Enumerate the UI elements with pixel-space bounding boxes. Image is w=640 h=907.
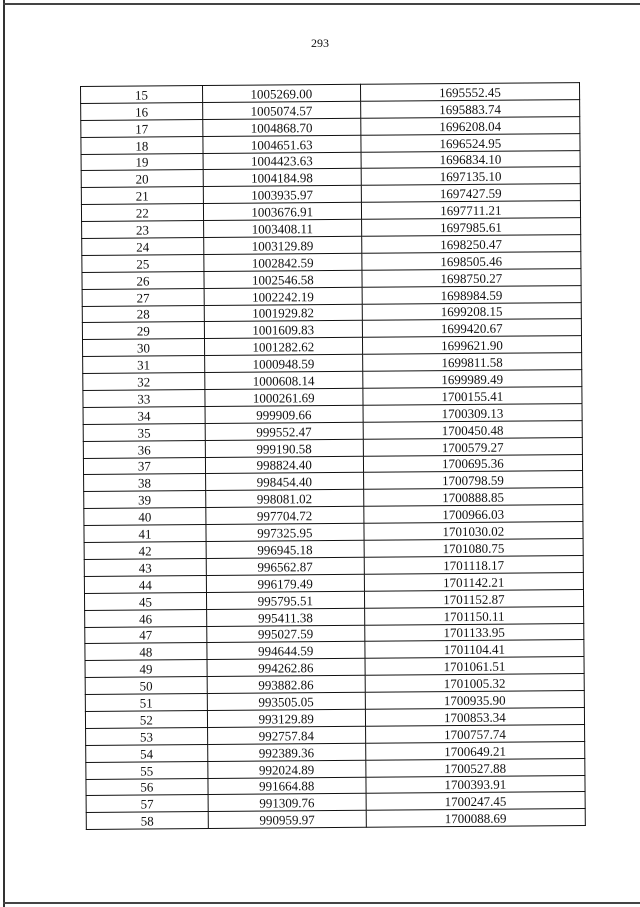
y-coordinate-cell: 1701152.87	[364, 589, 583, 608]
y-coordinate-cell: 1700935.90	[365, 691, 584, 710]
point-id-cell: 27	[82, 288, 204, 306]
point-id-cell: 31	[83, 356, 205, 374]
coordinate-table	[80, 82, 586, 830]
y-coordinate-cell: 1699420.67	[362, 319, 581, 338]
y-coordinate-cell: 1697711.21	[361, 201, 580, 220]
point-id-cell: 34	[83, 406, 205, 424]
y-coordinate-cell: 1700247.45	[366, 792, 585, 811]
point-id-cell: 28	[82, 305, 204, 323]
x-coordinate-cell: 1001282.62	[204, 338, 362, 356]
x-coordinate-cell: 992024.89	[208, 760, 366, 778]
y-coordinate-cell: 1698250.47	[361, 235, 580, 254]
y-coordinate-cell: 1696834.10	[361, 150, 580, 169]
x-coordinate-cell: 997704.72	[206, 507, 364, 525]
x-coordinate-cell: 998824.40	[205, 456, 363, 474]
y-coordinate-cell: 1698505.46	[362, 251, 581, 270]
point-id-cell: 39	[84, 491, 206, 509]
y-coordinate-cell: 1696208.04	[360, 116, 579, 135]
x-coordinate-cell: 1001609.83	[204, 321, 362, 339]
point-id-cell: 51	[85, 694, 207, 712]
x-coordinate-cell: 1003408.11	[203, 219, 361, 237]
point-id-cell: 44	[84, 575, 206, 593]
x-coordinate-cell: 1005269.00	[202, 84, 360, 102]
y-coordinate-cell: 1697985.61	[361, 218, 580, 237]
x-coordinate-cell: 1005074.57	[202, 101, 360, 119]
y-coordinate-cell: 1700649.21	[365, 741, 584, 760]
coordinate-table-body	[81, 83, 586, 830]
y-coordinate-cell: 1700853.34	[365, 708, 584, 727]
x-coordinate-cell: 1003129.89	[203, 236, 361, 254]
y-coordinate-cell: 1698750.27	[362, 268, 581, 287]
point-id-cell: 46	[85, 609, 207, 627]
point-id-cell: 49	[85, 660, 207, 678]
x-coordinate-cell: 1000608.14	[205, 371, 363, 389]
point-id-cell: 21	[81, 187, 203, 205]
x-coordinate-cell: 1004184.98	[203, 169, 361, 187]
point-id-cell: 24	[82, 238, 204, 256]
y-coordinate-cell: 1700309.13	[363, 403, 582, 422]
x-coordinate-cell: 999190.58	[205, 439, 363, 457]
y-coordinate-cell: 1699989.49	[362, 370, 581, 389]
y-coordinate-cell: 1699208.15	[362, 302, 581, 321]
y-coordinate-cell: 1700695.36	[363, 454, 582, 473]
point-id-cell: 57	[86, 795, 208, 813]
point-id-cell: 53	[86, 727, 208, 745]
point-id-cell: 40	[84, 508, 206, 526]
point-id-cell: 33	[83, 390, 205, 408]
point-id-cell: 50	[85, 677, 207, 695]
x-coordinate-cell: 993882.86	[207, 675, 365, 693]
point-id-cell: 15	[81, 86, 203, 104]
point-id-cell: 42	[84, 542, 206, 560]
x-coordinate-cell: 1004868.70	[203, 118, 361, 136]
x-coordinate-cell: 995411.38	[206, 608, 364, 626]
x-coordinate-cell: 991309.76	[208, 794, 366, 812]
point-id-cell: 37	[83, 457, 205, 475]
y-coordinate-cell: 1701150.11	[364, 606, 583, 625]
x-coordinate-cell: 994262.86	[207, 659, 365, 677]
x-coordinate-cell: 994644.59	[207, 642, 365, 660]
point-id-cell: 23	[82, 221, 204, 239]
point-id-cell: 47	[85, 626, 207, 644]
y-coordinate-cell: 1701142.21	[364, 572, 583, 591]
y-coordinate-cell: 1700966.03	[364, 505, 583, 524]
y-coordinate-cell: 1701005.32	[365, 674, 584, 693]
point-id-cell: 30	[82, 339, 204, 357]
y-coordinate-cell: 1700579.27	[363, 437, 582, 456]
x-coordinate-cell: 1003676.91	[203, 203, 361, 221]
x-coordinate-cell: 1000948.59	[204, 355, 362, 373]
x-coordinate-cell: 1004651.63	[203, 135, 361, 153]
y-coordinate-cell: 1699621.90	[362, 336, 581, 355]
y-coordinate-cell: 1701030.02	[364, 522, 583, 541]
y-coordinate-cell: 1701118.17	[364, 555, 583, 574]
x-coordinate-cell: 1004423.63	[203, 152, 361, 170]
x-coordinate-cell: 996945.18	[206, 540, 364, 558]
x-coordinate-cell: 995027.59	[207, 625, 365, 643]
x-coordinate-cell: 993129.89	[207, 709, 365, 727]
point-id-cell: 56	[86, 778, 208, 796]
point-id-cell: 41	[84, 525, 206, 543]
x-coordinate-cell: 997325.95	[206, 523, 364, 541]
x-coordinate-cell: 999909.66	[205, 405, 363, 423]
y-coordinate-cell: 1695552.45	[360, 83, 579, 102]
x-coordinate-cell: 996179.49	[206, 574, 364, 592]
x-coordinate-cell: 1003935.97	[203, 186, 361, 204]
point-id-cell: 55	[86, 761, 208, 779]
point-id-cell: 54	[86, 744, 208, 762]
y-coordinate-cell: 1700798.59	[363, 471, 582, 490]
x-coordinate-cell: 991664.88	[208, 777, 366, 795]
page-bottom-border	[3, 902, 640, 904]
point-id-cell: 26	[82, 271, 204, 289]
page-top-border	[3, 3, 640, 5]
x-coordinate-cell: 999552.47	[205, 422, 363, 440]
y-coordinate-cell: 1700088.69	[366, 809, 585, 828]
y-coordinate-cell: 1701061.51	[365, 657, 584, 676]
y-coordinate-cell: 1695883.74	[360, 99, 579, 118]
y-coordinate-cell: 1701080.75	[364, 539, 583, 558]
point-id-cell: 38	[84, 474, 206, 492]
y-coordinate-cell: 1700527.88	[366, 758, 585, 777]
x-coordinate-cell: 990959.97	[208, 811, 366, 829]
x-coordinate-cell: 1000261.69	[205, 388, 363, 406]
point-id-cell: 17	[81, 119, 203, 137]
y-coordinate-cell: 1700757.74	[365, 724, 584, 743]
y-coordinate-cell: 1697135.10	[361, 167, 580, 186]
y-coordinate-cell: 1697427.59	[361, 184, 580, 203]
x-coordinate-cell: 1002842.59	[204, 253, 362, 271]
x-coordinate-cell: 998454.40	[205, 473, 363, 491]
page-left-border	[3, 0, 5, 907]
y-coordinate-cell: 1700393.91	[366, 775, 585, 794]
x-coordinate-cell: 993505.05	[207, 692, 365, 710]
point-id-cell: 19	[81, 153, 203, 171]
x-coordinate-cell: 1001929.82	[204, 304, 362, 322]
point-id-cell: 45	[84, 592, 206, 610]
y-coordinate-cell: 1700155.41	[363, 387, 582, 406]
x-coordinate-cell: 998081.02	[205, 490, 363, 508]
x-coordinate-cell: 1002242.19	[204, 287, 362, 305]
y-coordinate-cell: 1701104.41	[365, 640, 584, 659]
x-coordinate-cell: 996562.87	[206, 557, 364, 575]
point-id-cell: 16	[81, 102, 203, 120]
point-id-cell: 22	[81, 204, 203, 222]
point-id-cell: 35	[83, 423, 205, 441]
x-coordinate-cell: 992757.84	[207, 726, 365, 744]
table-row	[86, 809, 585, 830]
y-coordinate-cell: 1698984.59	[362, 285, 581, 304]
y-coordinate-cell: 1701133.95	[364, 623, 583, 642]
point-id-cell: 25	[82, 254, 204, 272]
x-coordinate-cell: 992389.36	[207, 743, 365, 761]
point-id-cell: 18	[81, 136, 203, 154]
page-number: 293	[311, 36, 329, 50]
point-id-cell: 29	[82, 322, 204, 340]
point-id-cell: 52	[85, 710, 207, 728]
point-id-cell: 32	[83, 373, 205, 391]
point-id-cell: 58	[86, 812, 208, 830]
y-coordinate-cell: 1700450.48	[363, 420, 582, 439]
point-id-cell: 20	[81, 170, 203, 188]
point-id-cell: 48	[85, 643, 207, 661]
y-coordinate-cell: 1700888.85	[363, 488, 582, 507]
x-coordinate-cell: 995795.51	[206, 591, 364, 609]
y-coordinate-cell: 1699811.58	[362, 353, 581, 372]
point-id-cell: 43	[84, 558, 206, 576]
y-coordinate-cell: 1696524.95	[361, 133, 580, 152]
x-coordinate-cell: 1002546.58	[204, 270, 362, 288]
point-id-cell: 36	[83, 440, 205, 458]
